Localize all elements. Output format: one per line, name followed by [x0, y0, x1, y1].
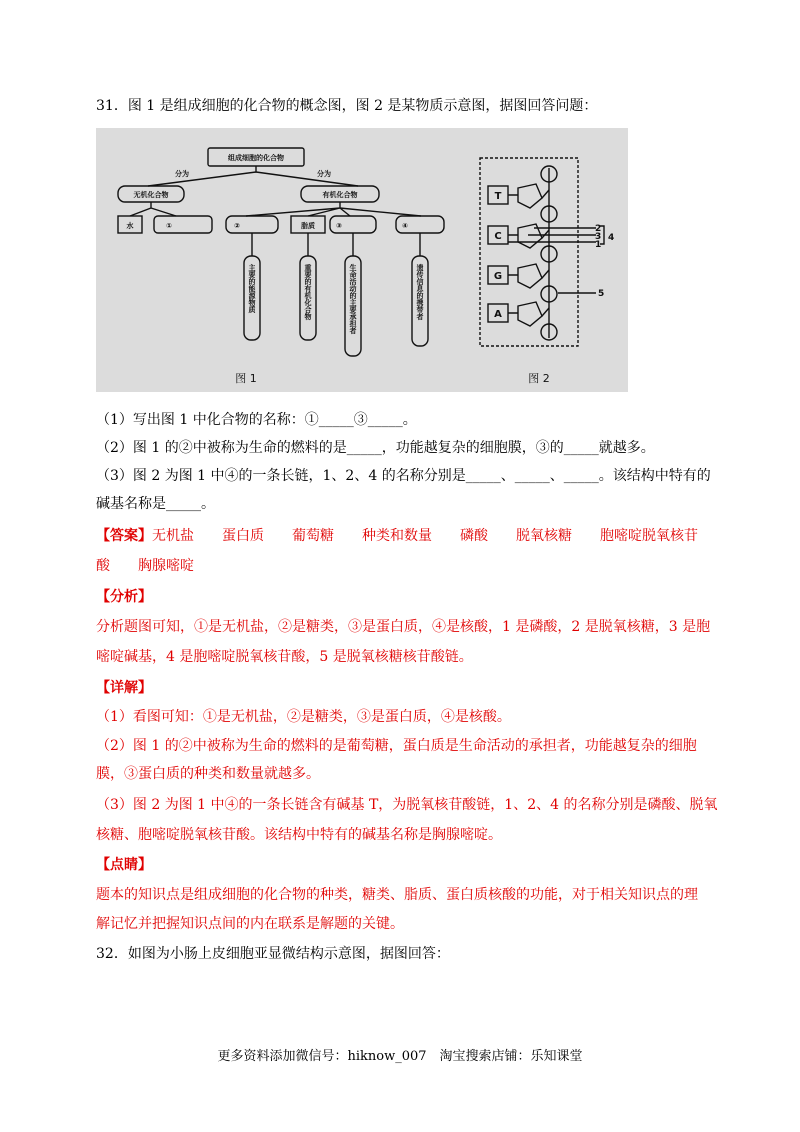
analysis-line-1: 分析题图可知，①是无机盐，②是糖类，③是蛋白质，④是核酸，1 是磷酸，2 是脱氧核糖，3 是胞: [96, 619, 711, 635]
fig-caption-1: 图 1: [235, 372, 257, 385]
answer-line: [96, 526, 698, 546]
tip-line-2: 解记忆并把握知识点间的内在联系是解题的关键。: [96, 916, 404, 932]
answer-line-2: [96, 556, 194, 576]
fig-n2: ②: [234, 222, 240, 230]
fig-split-left: 分为: [175, 170, 189, 178]
fig-base-c: C: [494, 231, 502, 242]
q31-sub3-line1: （3）图 2 为图 1 中④的一条长链，1、2、4 的名称分别是_____、_____、_____。该结构中特有的: [96, 468, 711, 484]
fig-split-right: 分为: [317, 170, 331, 178]
answer-item-8: 胸腺嘧啶: [138, 558, 194, 574]
fig-organic: 有机化合物: [322, 191, 358, 199]
answer-tag: 【答案】: [96, 528, 152, 544]
fig-label-2: 2: [595, 224, 602, 234]
fig-desc-3: 生命活动的主要承担者: [349, 264, 357, 334]
fig-base-t: T: [494, 191, 502, 202]
detail-line-3: 膜，③蛋白质的种类和数量就越多。: [96, 766, 320, 782]
answer-item-3: 葡萄糖: [292, 528, 334, 544]
analysis-tag: 【分析】: [96, 589, 152, 605]
fig-desc-4: 遗传信息的携带者: [416, 264, 424, 320]
detail-line-4: （3）图 2 为图 1 中④的一条长链含有碱基 T，为脱氧核苷酸链，1、2、4 的名称分别是磷酸、脱氧: [96, 797, 718, 813]
fig-n1: ①: [166, 222, 172, 230]
detail-line-1: （1）看图可知：①是无机盐，②是糖类，③是蛋白质，④是核酸。: [96, 709, 511, 725]
answer-item-7: 胞嘧啶脱氧核苷: [600, 528, 698, 544]
analysis-line-2: 嘧啶碱基，4 是胞嘧啶脱氧核苷酸，5 是脱氧核糖核苷酸链。: [96, 649, 473, 665]
fig-base-a: A: [494, 309, 502, 320]
answer-item-5: 磷酸: [460, 528, 488, 544]
q31-sub2: （2）图 1 的②中被称为生命的燃料的是_____，功能越复杂的细胞膜，③的_____就越多。: [96, 440, 655, 456]
q31-figure: [96, 128, 628, 392]
fig-root-label: 组成细胞的化合物: [228, 154, 284, 162]
fig-desc-fat: 重要的有机化合物: [304, 264, 312, 320]
answer-item-2: 蛋白质: [222, 528, 264, 544]
answer-item-7-cont: 酸: [96, 558, 110, 574]
answer-item-6: 脱氧核糖: [516, 528, 572, 544]
q32-stem: 32．如图为小肠上皮细胞亚显微结构示意图，据图回答：: [96, 946, 450, 962]
fig-desc-2: 主要的能源物质: [248, 264, 256, 313]
fig-label-1: 1: [595, 240, 602, 250]
fig-inorganic: 无机化合物: [133, 191, 169, 199]
fig-fat: 脂质: [301, 222, 315, 230]
q31-sub3-line2: 碱基名称是_____。: [96, 496, 215, 512]
fig-base-g: G: [493, 271, 503, 282]
q31-sub1: （1）写出图 1 中化合物的名称：①_____③_____。: [96, 412, 417, 428]
tip-line-1: 题本的知识点是组成细胞的化合物的种类，糖类、脂质、蛋白质核酸的功能，对于相关知识点的理: [96, 887, 698, 903]
detail-tag: 【详解】: [96, 680, 152, 696]
fig-label-4: 4: [608, 233, 615, 243]
fig-caption-2: 图 2: [528, 372, 550, 385]
answer-item-4: 种类和数量: [362, 528, 432, 544]
detail-line-5: 核糖、胞嘧啶脱氧核苷酸。该结构中特有的碱基名称是胸腺嘧啶。: [96, 827, 502, 843]
fig-label-5: 5: [598, 289, 605, 299]
q31-stem: 31．图 1 是组成细胞的化合物的概念图，图 2 是某物质示意图，据图回答问题：: [96, 98, 598, 114]
tip-tag: 【点睛】: [96, 857, 152, 873]
detail-line-2: （2）图 1 的②中被称为生命的燃料的是葡萄糖，蛋白质是生命活动的承担者，功能越复杂的细胞: [96, 738, 697, 754]
fig-n4: ④: [402, 222, 408, 230]
fig-label-3: 3: [595, 232, 602, 242]
answer-item-1: 无机盐: [152, 528, 194, 544]
page-footer: 更多资料添加微信号：hiknow_007 淘宝搜索店铺：乐知课堂: [217, 1049, 583, 1064]
fig-water: 水: [126, 222, 134, 230]
fig-n3: ③: [336, 222, 342, 230]
